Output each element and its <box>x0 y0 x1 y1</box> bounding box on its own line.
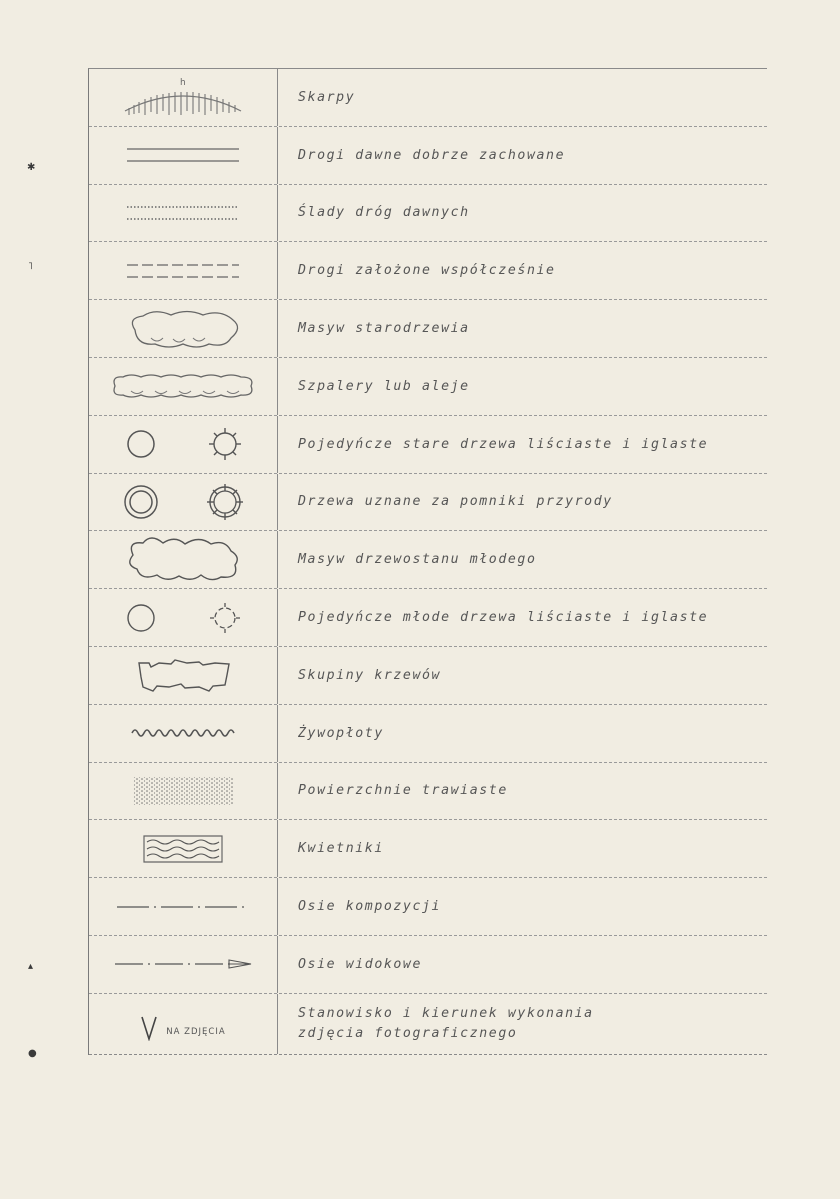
young-stand-outline-icon <box>121 535 245 585</box>
photo-label-line2: zdjęcia fotograficznego <box>298 1025 518 1041</box>
legend-row-old-stand <box>89 300 767 358</box>
paper-speck-1: ✱ <box>27 162 36 173</box>
legend-row-road-traces <box>89 185 767 243</box>
legend-row-alleys <box>89 358 767 416</box>
alley-outline-icon <box>105 371 261 401</box>
young-stand-symbol <box>89 531 278 588</box>
legend-label: Drogi dawne dobrze zachowane <box>298 147 566 163</box>
legend-label: Masyw starodrzewia <box>298 321 470 337</box>
legend-label-photo <box>278 994 767 1054</box>
double-dotted-line-icon <box>123 201 243 225</box>
legend-row-old-trees <box>89 416 767 474</box>
legend-row-flowerbeds <box>89 820 767 878</box>
composition-axes-symbol <box>89 878 278 935</box>
escarpment-symbol <box>89 69 278 126</box>
legend-row-young-trees <box>89 589 767 647</box>
legend-label: Powierzchnie trawiaste <box>298 783 508 799</box>
legend-label: Skupiny krzewów <box>298 667 442 683</box>
old-stand-outline-icon <box>121 306 245 352</box>
legend-row-escarpment <box>89 69 767 127</box>
grass-stipple-icon <box>131 774 235 808</box>
monument-tree-pair-icon <box>113 478 253 526</box>
legend-row-photo-point <box>89 994 767 1055</box>
legend-label: Drogi założone współcześnie <box>298 263 556 279</box>
flowerbed-pattern-icon <box>141 833 225 865</box>
legend-label: Żywopłoty <box>298 725 384 741</box>
legend-table <box>88 68 767 1055</box>
legend-row-old-roads <box>89 127 767 185</box>
legend-row-modern-roads <box>89 242 767 300</box>
escarpment-mark: h <box>180 78 186 89</box>
double-solid-line-icon <box>123 143 243 167</box>
shrub-outline-icon <box>125 653 241 697</box>
photo-point-mark <box>140 1007 225 1041</box>
young-tree-pair-icon <box>113 596 253 640</box>
legend-row-monument-trees <box>89 474 767 532</box>
legend-label: Osie kompozycji <box>298 899 442 915</box>
double-dashed-line-icon <box>123 259 243 283</box>
old-stand-symbol <box>89 300 278 357</box>
old-roads-symbol <box>89 127 278 184</box>
legend-row-composition-axes <box>89 878 767 936</box>
shrubs-symbol <box>89 647 278 704</box>
legend-row-hedges <box>89 705 767 763</box>
legend-label: Masyw drzewostanu młodego <box>298 552 537 568</box>
modern-roads-symbol <box>89 242 278 299</box>
flowerbeds-symbol <box>89 820 278 877</box>
road-traces-symbol <box>89 185 278 242</box>
legend-row-lawns <box>89 763 767 821</box>
legend-label: Ślady dróg dawnych <box>298 205 470 221</box>
dash-dot-arrow-icon <box>111 955 255 973</box>
old-trees-symbol <box>89 416 278 473</box>
legend-row-view-axes <box>89 936 767 994</box>
view-axes-symbol <box>89 936 278 993</box>
legend-label: Osie widokowe <box>298 956 423 972</box>
legend-label: Kwietniki <box>298 841 384 857</box>
single-tree-pair-icon <box>113 422 253 466</box>
legend-label: Szpalery lub aleje <box>298 378 470 394</box>
alleys-symbol <box>89 358 278 415</box>
escarpment-hatch-icon <box>113 75 253 119</box>
legend-label: Skarpy <box>298 89 356 105</box>
paper-speck-3: ▴ <box>28 961 34 972</box>
photo-point-symbol <box>89 994 278 1054</box>
legend-label: Pojedyńcze młode drzewa liściaste i iglaste <box>298 610 709 626</box>
legend-label: Pojedyńcze stare drzewa liściaste i iglaste <box>298 436 709 452</box>
photo-point-caption: NA ZDJĘCIA <box>166 1026 226 1037</box>
legend-label: Drzewa uznane za pomniki przyrody <box>298 494 613 510</box>
legend-row-young-stand <box>89 531 767 589</box>
legend-row-shrubs <box>89 647 767 705</box>
hedges-symbol <box>89 705 278 762</box>
lawns-symbol <box>89 763 278 820</box>
dash-dot-line-icon <box>113 899 253 915</box>
paper-speck-4: ● <box>28 1048 37 1059</box>
young-trees-symbol <box>89 589 278 646</box>
camera-direction-icon <box>140 1015 158 1041</box>
paper-speck-2: ˥ <box>28 261 33 272</box>
photo-label-line1: Stanowisko i kierunek wykonania <box>298 1005 594 1021</box>
monument-trees-symbol <box>89 474 278 531</box>
hedge-wave-icon <box>128 723 238 743</box>
